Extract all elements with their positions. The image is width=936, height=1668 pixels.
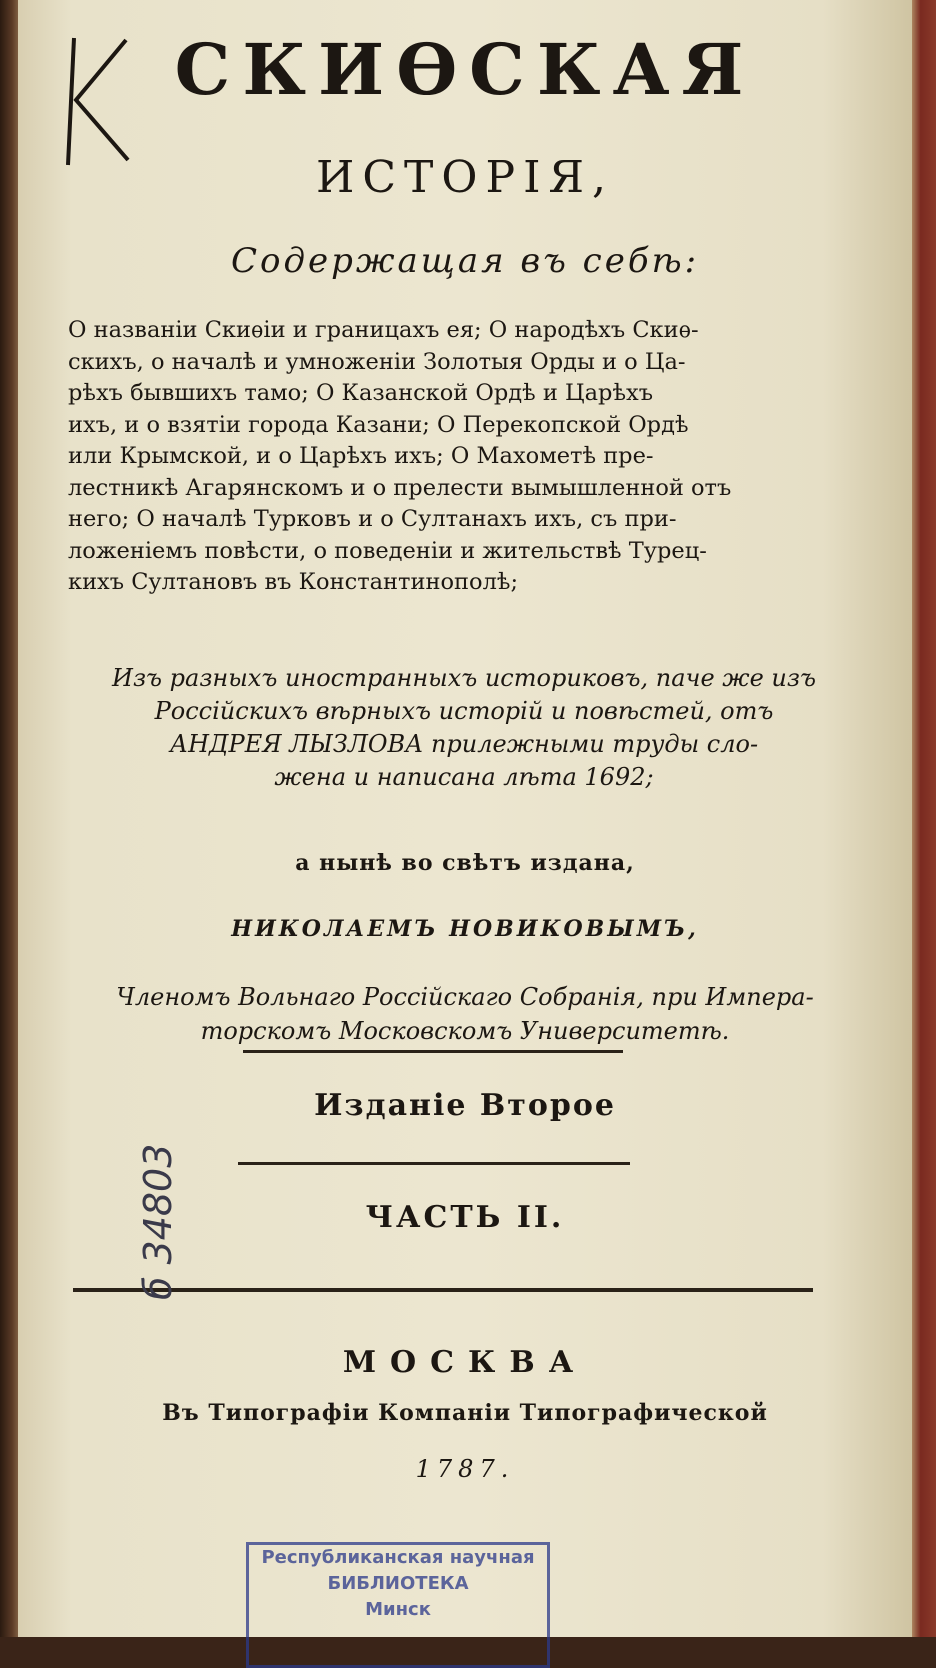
handwritten-shelfmark: б 34803: [136, 1143, 180, 1300]
contents-description: [68, 315, 860, 599]
source-line: Изъ разныхъ иностранныхъ историковъ, паче же изъ: [112, 664, 816, 692]
source-line: жена и написана лѣта 1692;: [274, 763, 654, 791]
publisher-name: НИКОЛАЕМЪ НОВИКОВЫМЪ,: [231, 916, 699, 942]
description-line: О названіи Скиѳіи и границахъ ея; О народѣхъ Скиѳ-: [68, 317, 699, 343]
volume-part: ЧАСТЬ II.: [365, 1200, 565, 1235]
book-binding-right: [910, 0, 936, 1637]
source-attribution: [68, 662, 860, 794]
source-line: Россійскихъ вѣрныхъ исторій и повѣстей, отъ: [154, 697, 774, 725]
published-note: а нынѣ во свѣтъ издана,: [295, 850, 635, 876]
stamp-line: БИБЛИОТЕКА: [327, 1573, 469, 1594]
description-line: лестникѣ Агарянскомъ и о прелести вымышленной отъ: [68, 474, 732, 501]
divider-bottom: [73, 1288, 813, 1292]
title-page: [18, 0, 912, 1637]
source-line: АНДРЕЯ ЛЫЗЛОВА прилежными труды сло-: [169, 730, 759, 758]
description-line: или Крымской, и о Царѣхъ ихъ; О Махометѣ пре-: [68, 443, 654, 469]
publisher-membership: [18, 980, 912, 1048]
book-title: СКИѲСКАЯ: [174, 28, 756, 111]
book-binding-left: [0, 0, 20, 1637]
membership-line: торскомъ Московскомъ Университетѣ.: [200, 1017, 730, 1045]
divider-middle: [238, 1162, 630, 1165]
description-line: кихъ Султановъ въ Константинополѣ;: [68, 569, 519, 595]
library-stamp: [246, 1542, 550, 1668]
imprint-year: 1787.: [415, 1455, 515, 1483]
membership-line: Членомъ Вольнаго Россійскаго Собранія, при Импера-: [116, 983, 814, 1011]
contains-heading: Содержащая въ себѣ:: [230, 241, 700, 281]
edition-label: Изданіе Второе: [314, 1088, 616, 1123]
stamp-line: Республиканская научная: [261, 1547, 535, 1568]
imprint-city: МОСКВА: [342, 1345, 588, 1380]
stamp-line: Минск: [365, 1599, 431, 1620]
description-line: скихъ, о началѣ и умноженіи Золотыя Орды и о Ца-: [68, 348, 686, 375]
description-line: него; О началѣ Турковъ и о Султанахъ ихъ, съ при-: [68, 506, 677, 532]
book-subtitle: ИСТОРІЯ,: [316, 152, 614, 203]
imprint-printer: Въ Типографіи Компаніи Типографической: [162, 1400, 768, 1426]
description-line: рѣхъ бывшихъ тамо; О Казанской Ордѣ и Царѣхъ: [68, 380, 654, 406]
description-line: ложеніемъ повѣсти, о поведеніи и жительствѣ Турец-: [68, 537, 707, 564]
divider-top: [243, 1050, 623, 1053]
description-line: ихъ, и о взятіи города Казани; О Перекопской Ордѣ: [68, 411, 689, 438]
